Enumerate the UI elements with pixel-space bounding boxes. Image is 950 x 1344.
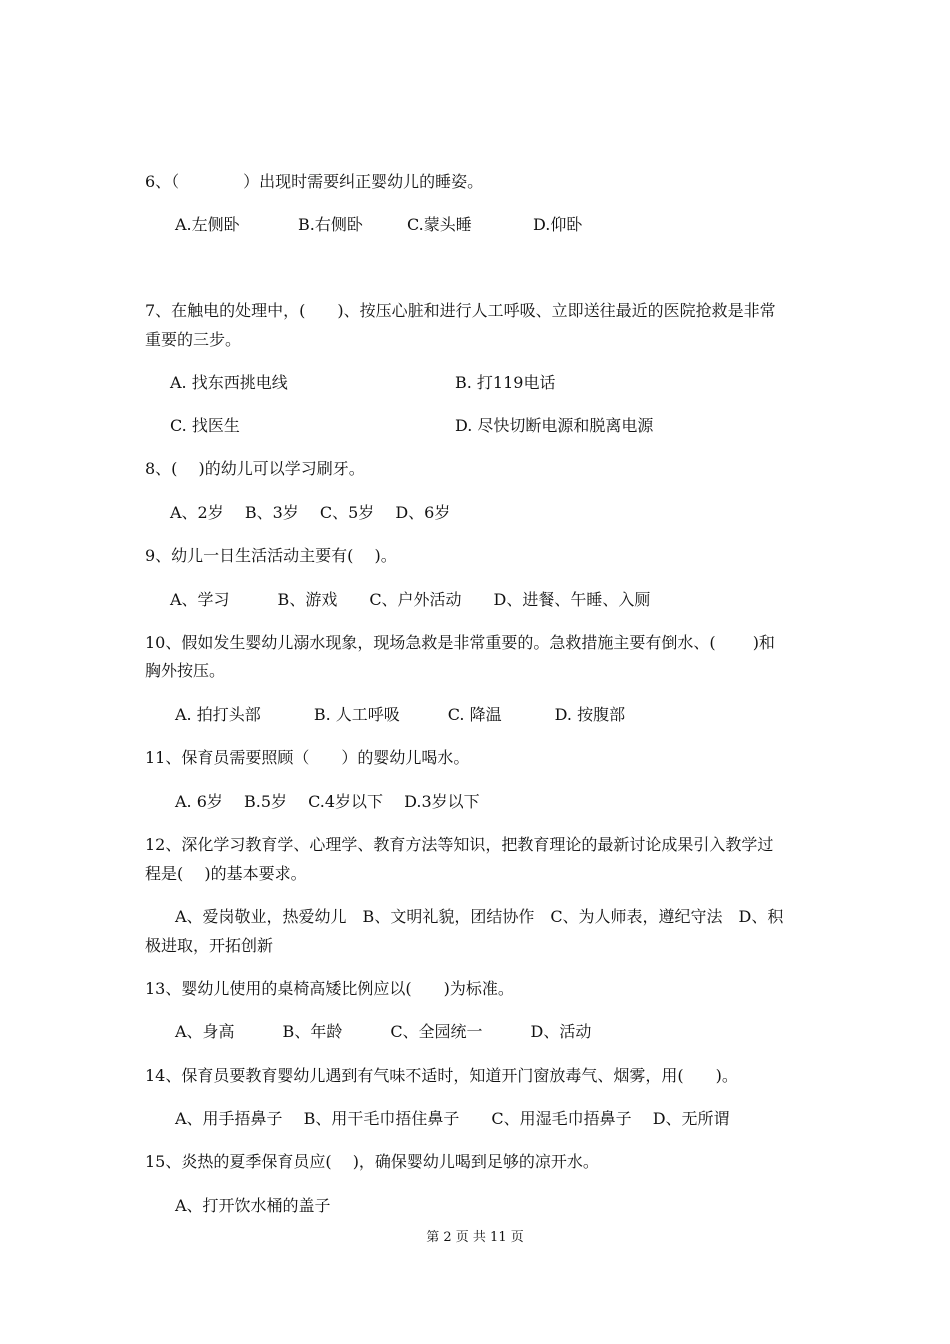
question-7-option-c: C. 找医生 (170, 416, 240, 435)
question-12-stem-line1: 12、深化学习教育学、心理学、教育方法等知识，把教育理论的最新讨论成果引入教学过 (145, 835, 774, 854)
question-15-stem: 15、炎热的夏季保育员应( )，确保婴幼儿喝到足够的凉开水。 (145, 1152, 599, 1171)
question-9-options: A、学习 B、游戏 C、户外活动 D、进餐、午睡、入厕 (170, 590, 651, 609)
question-11-stem: 11、保育员需要照顾（ ）的婴幼儿喝水。 (145, 748, 470, 767)
question-10-stem-line2: 胸外按压。 (145, 661, 226, 680)
question-6-option-a: A.左侧卧 (175, 215, 240, 234)
question-9-stem: 9、幼儿一日生活活动主要有( )。 (145, 546, 397, 565)
question-12-options-line2: 极进取，开拓创新 (145, 936, 274, 955)
question-7-option-a: A. 找东西挑电线 (170, 373, 288, 392)
question-7-option-d: D. 尽快切断电源和脱离电源 (455, 416, 654, 435)
question-6-option-b: B.右侧卧 (298, 215, 363, 234)
question-6-option-d: D.仰卧 (533, 215, 583, 234)
question-13-options: A、身高 B、年龄 C、全园统一 D、活动 (175, 1022, 592, 1041)
question-12-options-line1: A、爱岗敬业，热爱幼儿 B、文明礼貌，团结协作 C、为人师表，遵纪守法 D、积 (175, 907, 784, 926)
question-13-stem: 13、婴幼儿使用的桌椅高矮比例应以( )为标准。 (145, 979, 514, 998)
question-12-stem-line2: 程是( )的基本要求。 (145, 864, 307, 883)
question-8-options: A、2岁 B、3岁 C、5岁 D、6岁 (170, 503, 451, 522)
question-7-option-b: B. 打119电话 (455, 373, 556, 392)
question-7-stem-line2: 重要的三步。 (145, 330, 242, 349)
page-number-footer: 第 2 页 共 11 页 (426, 1230, 524, 1245)
question-7-stem-line1: 7、在触电的处理中，( )、按压心脏和进行人工呼吸、立即送往最近的医院抢救是非常 (145, 301, 776, 320)
question-8-stem: 8、( )的幼儿可以学习刷牙。 (145, 459, 365, 478)
question-6-stem: 6、（ ）出现时需要纠正婴幼儿的睡姿。 (145, 172, 484, 191)
question-14-stem: 14、保育员要教育婴幼儿遇到有气味不适时，知道开门窗放毒气、烟雾，用( )。 (145, 1066, 738, 1085)
question-14-options: A、用手捂鼻子 B、用干毛巾捂住鼻子 C、用湿毛巾捂鼻子 D、无所谓 (175, 1109, 730, 1128)
question-11-options: A. 6岁 B.5岁 C.4岁以下 D.3岁以下 (175, 792, 480, 811)
question-10-options: A. 拍打头部 B. 人工呼吸 C. 降温 D. 按腹部 (175, 705, 626, 724)
question-6-option-c: C.蒙头睡 (407, 215, 472, 234)
question-15-option-a: A、打开饮水桶的盖子 (175, 1196, 331, 1215)
question-10-stem-line1: 10、假如发生婴幼儿溺水现象，现场急救是非常重要的。急救措施主要有倒水、( )和 (145, 633, 775, 652)
